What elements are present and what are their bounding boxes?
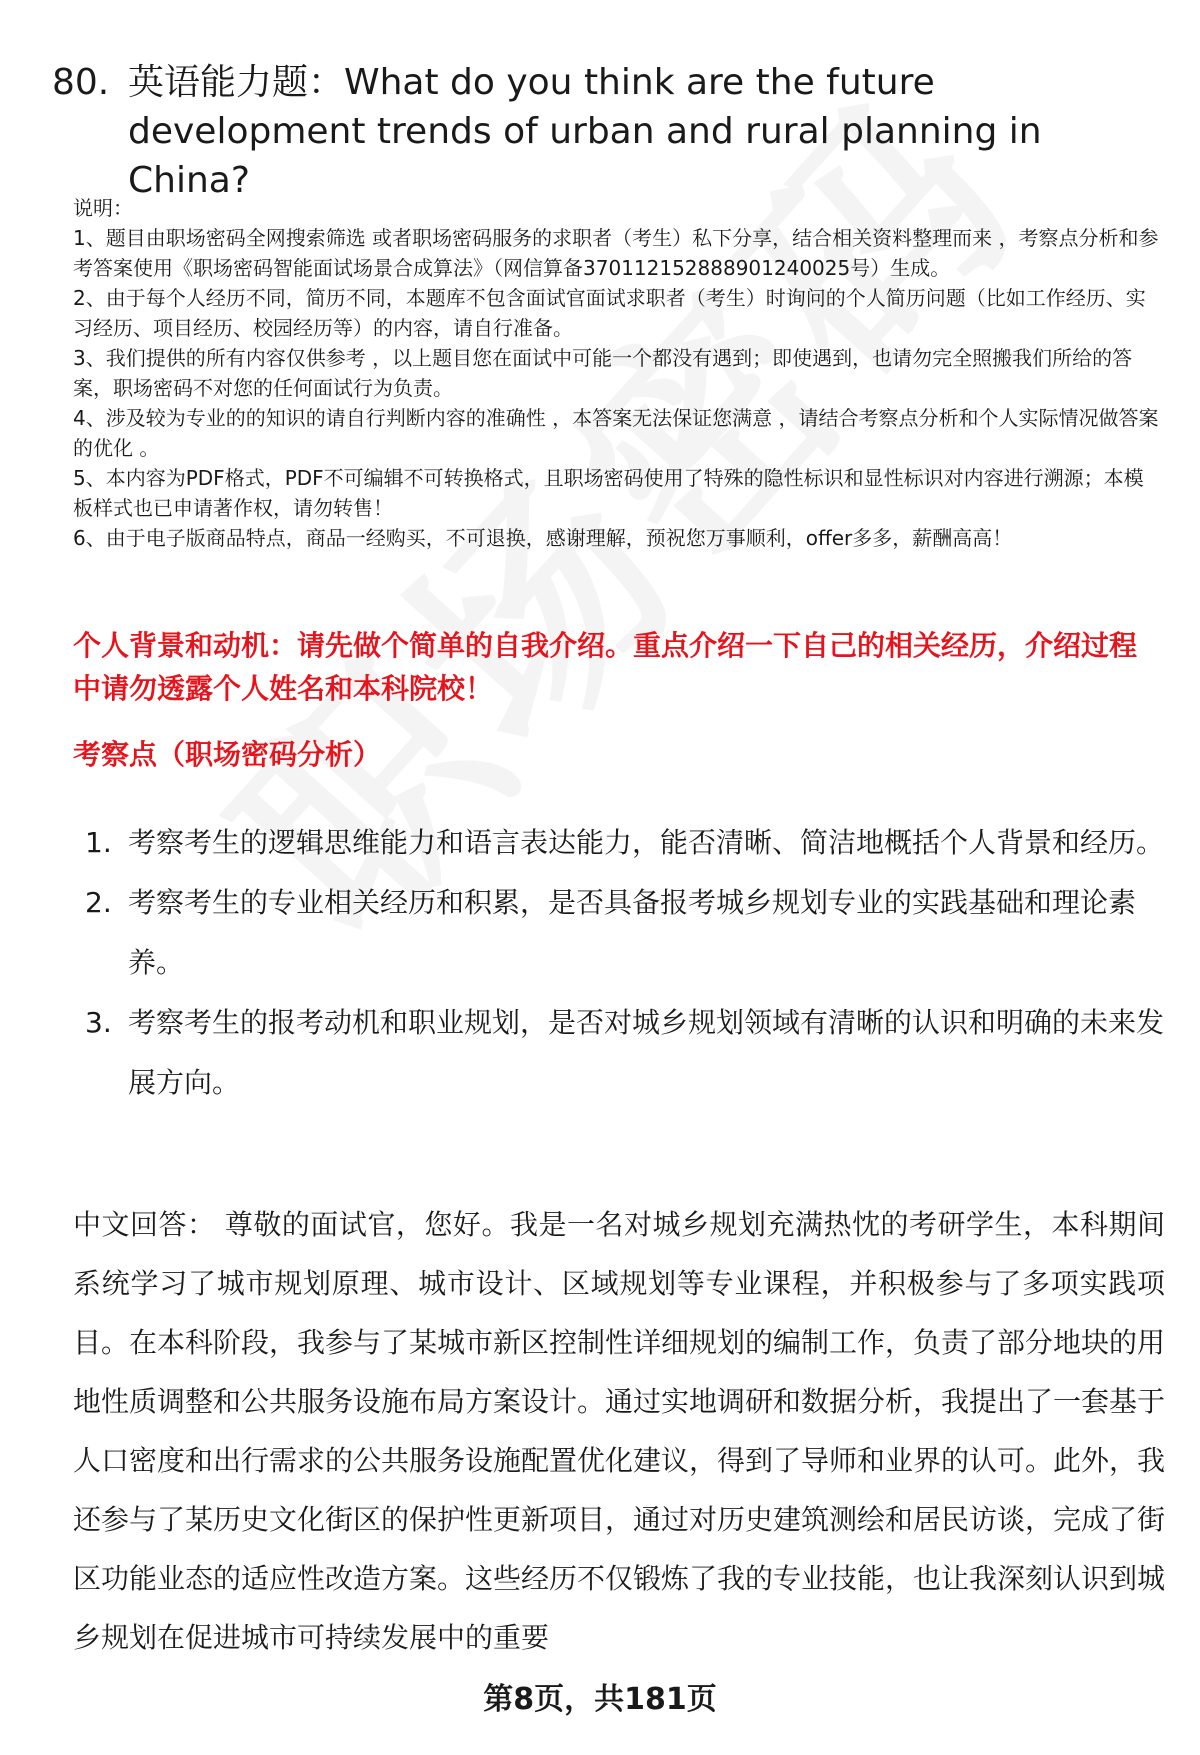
- list-item-text: 考察考生的报考动机和职业规划，是否对城乡规划领域有清晰的认识和明确的未来发展方向。: [128, 1006, 1165, 1099]
- page-number: 第8页，共181页: [483, 1682, 717, 1717]
- list-item-number: 2.: [85, 886, 112, 919]
- note-item: 1、题目由职场密码全网搜索筛选 或者职场密码服务的求职者（考生）私下分享，结合相关资料整理而来 ，考察点分析和参考答案使用《职场密码智能面试场景合成算法》（网信算备370112152888901240025号）生成。: [73, 226, 1159, 280]
- note-item: 6、由于电子版商品特点，商品一经购买，不可退换，感谢理解，预祝您万事顺利，offer多多，薪酬高高！: [73, 526, 1013, 550]
- note-item: 3、我们提供的所有内容仅供参考 ，以上题目您在面试中可能一个都没有遇到；即使遇到，也请勿完全照搬我们所给的答案，职场密码不对您的任何面试行为负责。: [73, 346, 1133, 400]
- section-subtitle: 考察点（职场密码分析）: [73, 738, 382, 771]
- question-text: 英语能力题：What do you think are the future development trends of urban and rural planning in China?: [128, 62, 1042, 201]
- answer-paragraph: 中文回答： 尊敬的面试官，您好。我是一名对城乡规划充满热忱的考研学生，本科期间系统学习了城市规划原理、城市设计、区域规划等专业课程，并积极参与了多项实践项目。在本科阶段，我参与了某城市新区控制性详细规划的编制工作，负责了部分地块的用地性质调整和公共服务设施布局方案设计。通过实地调研和数据分析，我提出了一套基于人口密度和出行需求的公共服务设施配置优化建议，得到了导师和业界的认可。此外，我还参与了某历史文化街区的保护性更新项目，通过对历史建筑测绘和居民访谈，完成了街区功能业态的适应性改造方案。这些经历不仅锻炼了我的专业技能，也让我深刻认识到城乡规划在促进城市可持续发展中的重要: [73, 1208, 1166, 1654]
- notes-block: [73, 193, 1163, 553]
- list-item: [85, 813, 1165, 873]
- list-item: [85, 873, 1165, 993]
- list-item: [85, 993, 1165, 1113]
- note-item: 2、由于每个人经历不同，简历不同，本题库不包含面试官面试求职者（考生）时询问的个人简历问题（比如工作经历、实习经历、项目经历、校园经历等）的内容，请自行准备。: [73, 286, 1146, 340]
- assessment-points-list: [85, 813, 1165, 1113]
- section-title: 个人背景和动机：请先做个简单的自我介绍。重点介绍一下自己的相关经历，介绍过程中请勿透露个人姓名和本科院校！: [73, 629, 1138, 705]
- list-item-number: 1.: [85, 826, 112, 859]
- question-heading: [52, 58, 1152, 205]
- list-item-text: 考察考生的逻辑思维能力和语言表达能力，能否清晰、简洁地概括个人背景和经历。: [128, 826, 1165, 859]
- question-number: 80.: [52, 62, 110, 103]
- list-item-text: 考察考生的专业相关经历和积累，是否具备报考城乡规划专业的实践基础和理论素养。: [128, 886, 1137, 979]
- note-item: 5、本内容为PDF格式，PDF不可编辑不可转换格式，且职场密码使用了特殊的隐性标识和显性标识对内容进行溯源；本模板样式也已申请著作权，请勿转售！: [73, 466, 1144, 520]
- notes-heading: 说明：: [73, 196, 133, 220]
- list-item-number: 3.: [85, 1006, 112, 1039]
- note-item: 4、涉及较为专业的的知识的请自行判断内容的准确性 ，本答案无法保证您满意 ，请结合考察点分析和个人实际情况做答案的优化 。: [73, 406, 1159, 460]
